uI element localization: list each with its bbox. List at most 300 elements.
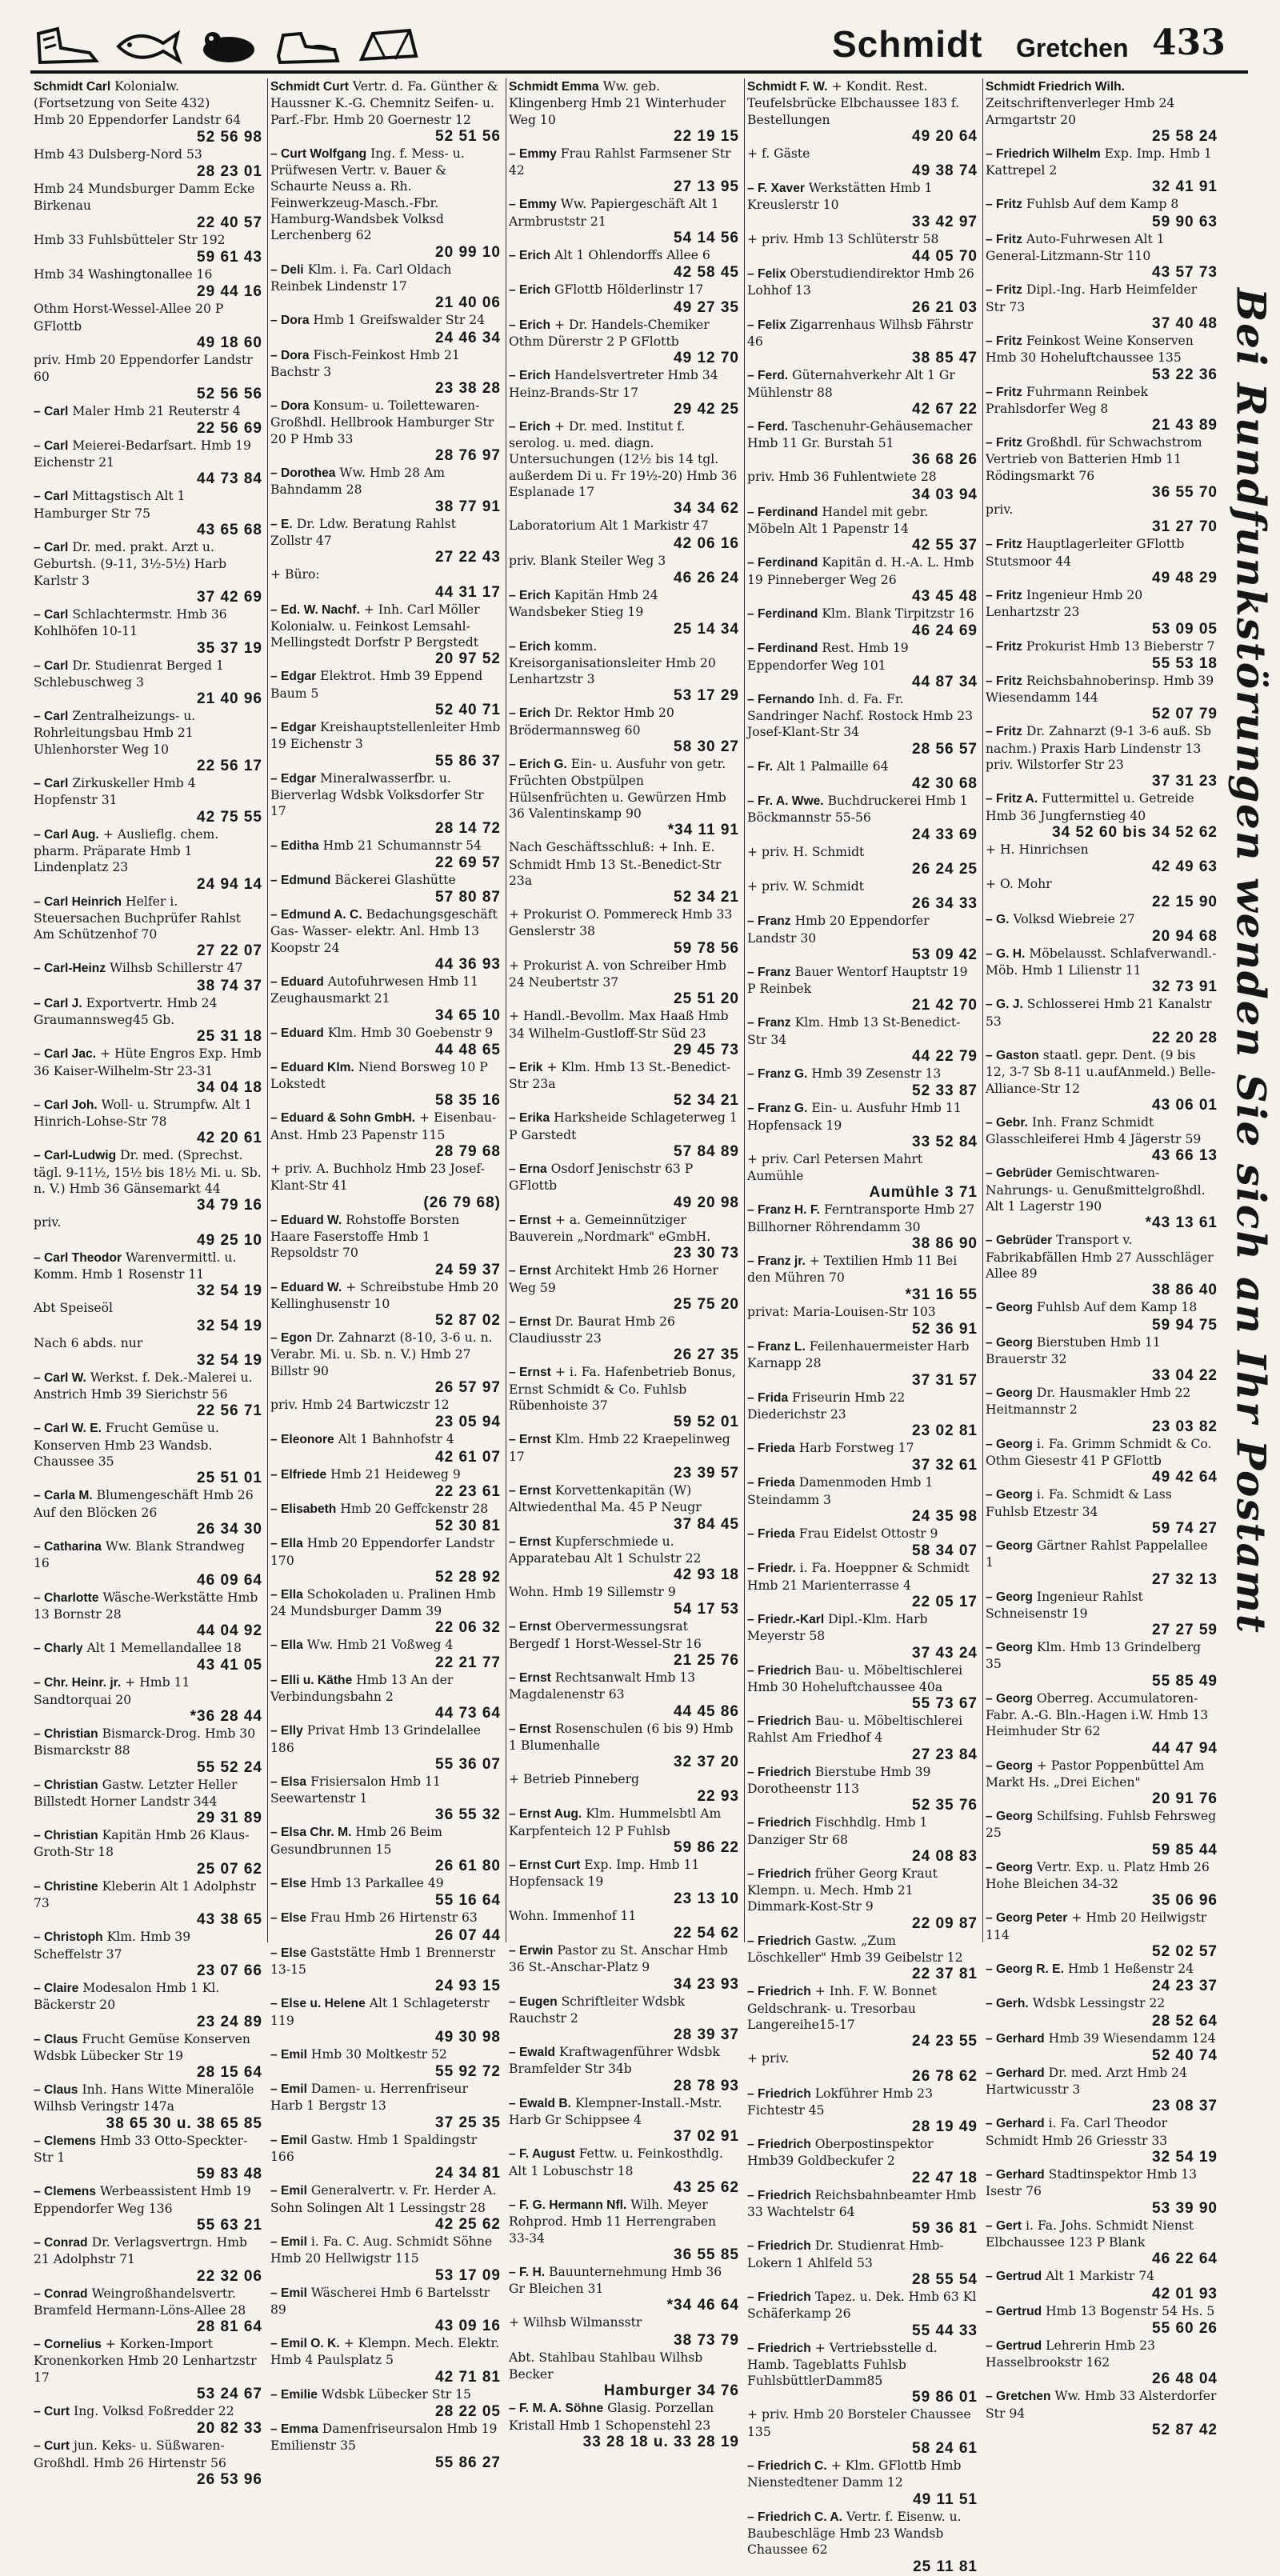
entry-phone: 55 86 27 xyxy=(435,2454,501,2471)
entry-name: – Friedrich xyxy=(747,2290,811,2304)
entry-name: – Fritz xyxy=(986,538,1022,552)
directory-entry xyxy=(982,282,1222,333)
entry-name: – Editha xyxy=(270,838,319,853)
entry-description: i. Fa. Grimm Schmidt & Co. Othm Giesestr 41 P GFlottb xyxy=(986,1436,1212,1469)
entry-phone: 26 07 44 xyxy=(435,1926,501,1944)
directory-entry xyxy=(30,78,267,112)
entry-phone: 52 40 71 xyxy=(435,702,501,719)
entry-text xyxy=(986,1047,1218,1097)
entry-text xyxy=(270,2335,501,2369)
fish-icon xyxy=(114,24,182,67)
entry-text xyxy=(270,2081,501,2114)
directory-entry xyxy=(744,266,982,317)
entry-phone: 29 42 25 xyxy=(674,400,739,418)
entry-description: Schlachtermstr. Hmb 36 Kohlhöfen 10-11 xyxy=(34,606,227,639)
entry-description: Dipl.-Klm. Harb Meyerstr 58 xyxy=(747,1611,928,1644)
entry-text xyxy=(34,658,262,691)
entry-phone: 58 30 27 xyxy=(674,738,739,756)
entry-name: – Edgar xyxy=(270,721,317,735)
directory-entry xyxy=(30,488,267,539)
directory-entry xyxy=(744,1151,982,1202)
entry-description: Blumengeschäft Hmb 26 Auf den Blöcken 26 xyxy=(34,1488,254,1520)
entry-text xyxy=(34,2403,262,2420)
entry-phone: 22 93 xyxy=(697,1788,739,1806)
entry-phone: 38 74 37 xyxy=(197,977,262,994)
directory-entry xyxy=(30,539,267,606)
entry-phone: 37 32 61 xyxy=(912,1457,978,1474)
entry-phone: 23 05 94 xyxy=(435,1414,501,1431)
entry-name: – Eduard W. xyxy=(270,1280,342,1294)
entry-phone: 38 77 91 xyxy=(435,498,501,515)
directory-entry xyxy=(744,1933,982,1984)
entry-description: + Hüte Engros Exp. Hmb 36 Kaiser-Wilhelm-Str 23-31 xyxy=(34,1046,262,1078)
directory-entry xyxy=(982,1859,1222,1910)
directory-entry xyxy=(30,2031,267,2082)
entry-text xyxy=(986,842,1218,858)
entry-description: Harb Forstweg 17 xyxy=(798,1441,914,1456)
entry-text xyxy=(986,1538,1218,1571)
entry-name: – Franz xyxy=(747,965,791,979)
entry-name: – Friedrich C. xyxy=(747,2459,827,2474)
entry-description: Kreishauptstellenleiter Hmb 19 Eichenstr 3 xyxy=(270,720,501,752)
entry-text xyxy=(986,1165,1218,1214)
entry-name: – Carl xyxy=(34,541,69,555)
entry-name: – Erika xyxy=(509,1111,550,1126)
entry-text xyxy=(509,2146,739,2179)
entry-name: – Carl xyxy=(34,490,69,504)
entry-description: + Wilhsb Wilmansstr xyxy=(509,2315,642,2330)
entry-description: Wdsbk Lessingstr 22 xyxy=(1032,1996,1166,2011)
entry-phone: 55 53 18 xyxy=(1152,654,1218,672)
entry-name: – Carl Joh. xyxy=(34,1098,98,1112)
entry-phone: 23 39 57 xyxy=(674,1464,739,1482)
directory-entry xyxy=(267,262,506,313)
entry-description: i. Fa. Schmidt & Lass Fuhlsb Etzestr 34 xyxy=(986,1487,1172,1519)
entry-text xyxy=(747,1764,978,1798)
entry-name: – Franz H. F. xyxy=(747,1203,820,1218)
entry-name: – Ernst xyxy=(509,1314,551,1329)
entry-description: Generalvertr. v. Fr. Herder A. Sohn Solingen Alt 1 Lessingstr 28 xyxy=(270,2183,497,2215)
entry-phone: *43 13 61 xyxy=(1145,1214,1218,1232)
entry-name: – Emilie xyxy=(270,2387,318,2402)
entry-text xyxy=(34,1370,262,1403)
directory-entry xyxy=(982,673,1222,724)
directory-entry xyxy=(267,1025,506,1059)
entry-phone: 34 23 93 xyxy=(674,1975,739,1993)
entry-text xyxy=(747,964,978,998)
directory-entry xyxy=(30,1726,267,1777)
entry-name: – Else xyxy=(270,1911,307,1926)
entry-name: – G. H. xyxy=(986,946,1026,961)
entry-phone: 23 30 73 xyxy=(674,1245,739,1262)
entry-phone: 42 01 93 xyxy=(1152,2285,1218,2302)
entry-description: Klm. i. Fa. Carl Oldach Reinbek Lindenstr 17 xyxy=(270,262,452,294)
entry-text xyxy=(747,266,978,299)
directory-entry xyxy=(30,1097,267,1148)
entry-text xyxy=(986,946,1218,979)
entry-text xyxy=(270,1945,501,1978)
directory-entry xyxy=(744,2187,982,2238)
directory-entry xyxy=(267,516,506,567)
entry-text xyxy=(34,1777,262,1810)
directory-entry xyxy=(982,231,1222,282)
entry-name: – Friedrich xyxy=(747,1866,811,1881)
directory-entry xyxy=(267,1330,506,1397)
entry-text xyxy=(34,1674,262,1708)
entry-description: Hmb 13 Parkallee 49 xyxy=(310,1876,444,1891)
entry-text xyxy=(270,2234,501,2267)
entry-description: Damenfriseursalon Hmb 19 Emilienstr 35 xyxy=(270,2422,498,2454)
entry-phone: 52 40 74 xyxy=(1152,2046,1218,2064)
directory-entry xyxy=(982,78,1222,146)
directory-entry xyxy=(267,1824,506,1875)
entry-text xyxy=(986,78,1218,128)
directory-entry xyxy=(30,775,267,826)
entry-phone: 24 94 14 xyxy=(197,875,262,893)
entry-text xyxy=(747,469,978,486)
entry-text xyxy=(270,1722,501,1756)
entry-name: – Georg R. E. xyxy=(986,1962,1064,1976)
entry-text xyxy=(34,894,262,943)
entry-description: Feinkost Weine Konserven Hmb 30 Hoheluftchaussee 135 xyxy=(986,333,1194,366)
entry-name: – Edgar xyxy=(270,771,317,786)
entry-description: Vertr. Exp. u. Platz Hmb 26 Hohe Bleichen 34-32 xyxy=(986,1859,1210,1892)
entry-name: – Franz G. xyxy=(747,1102,808,1116)
entry-description: Laboratorium Alt 1 Markistr 47 xyxy=(509,518,709,534)
entry-phone: 52 51 56 xyxy=(435,127,501,145)
entry-phone: 59 36 81 xyxy=(912,2220,978,2238)
entry-text xyxy=(34,438,262,471)
directory-entry xyxy=(744,418,982,470)
directory-entry xyxy=(267,2335,506,2386)
entry-phone: 28 14 72 xyxy=(435,819,501,837)
entry-description: Inh. d. Fa. Fr. Sandringer Nachf. Rostock Hmb 23 Josef-Klant-Str 34 xyxy=(747,691,974,740)
entry-description: Hmb 21 Schumannstr 54 xyxy=(322,838,482,853)
entry-name: – Eduard xyxy=(270,974,324,989)
entry-text xyxy=(747,640,978,674)
entry-description: Rosenschulen (6 bis 9) Hmb 1 Blumenhalle xyxy=(509,1721,734,1753)
entry-description: + priv. Hmb 13 Schlüterstr 58 xyxy=(747,231,939,246)
entry-description: Wohn. Hmb 19 Sillemstr 9 xyxy=(509,1585,676,1600)
cube-icon xyxy=(354,24,422,67)
entry-phone: 43 66 13 xyxy=(1152,1147,1218,1165)
entry-phone: 27 13 95 xyxy=(674,178,739,196)
directory-entry xyxy=(267,312,506,346)
entry-text xyxy=(509,2197,739,2246)
entry-description: Frau Rahlst Farmsener Str 42 xyxy=(509,146,731,178)
page-number: 433 xyxy=(1152,22,1226,63)
entry-text xyxy=(986,231,1218,265)
entry-phone: 23 02 81 xyxy=(912,1422,978,1440)
entry-phone: 24 23 37 xyxy=(1152,1978,1218,1995)
directory-entry xyxy=(30,1370,267,1421)
entry-description: Klm. Hmb 22 Kraepelinweg 17 xyxy=(509,1432,730,1464)
entry-phone: 25 51 20 xyxy=(674,990,739,1008)
entry-name: – Friedrich xyxy=(747,2239,811,2254)
entry-description: + Textilien Hmb 11 Bei den Mühren 70 xyxy=(747,1254,958,1286)
entry-text xyxy=(509,1771,739,1788)
entry-phone: 49 27 35 xyxy=(674,298,739,316)
entry-name: – Eduard & Sohn GmbH. xyxy=(270,1111,416,1126)
directory-entry xyxy=(30,658,267,709)
entry-text xyxy=(34,112,262,129)
entry-description: komm. Kreisorganisationsleiter Hmb 20 Lenhartzstr 3 xyxy=(509,638,716,687)
entry-name: – Carl xyxy=(34,777,69,791)
entry-description: Klm. Hmb 39 Scheffelstr 37 xyxy=(34,1930,191,1962)
directory-entry xyxy=(744,1304,982,1338)
entry-name: – Elsa Chr. M. xyxy=(270,1826,352,1840)
entry-description: + Hmb 20 Heilwigstr 114 xyxy=(986,1910,1207,1942)
entry-phone: 25 58 24 xyxy=(1152,127,1218,145)
entry-description: + Handl.-Bevollm. Max Haaß Hmb 34 Wilhelm-Gustloff-Str Süd 23 xyxy=(509,1009,729,1041)
directory-entry xyxy=(506,282,744,316)
entry-description: Hmb 20 Geffckenstr 28 xyxy=(340,1501,489,1516)
entry-name: – Ferdinand xyxy=(747,556,818,570)
entry-text xyxy=(747,2509,978,2558)
entry-description: + Schreibstube Hmb 20 Kellinghusenstr 10 xyxy=(270,1279,498,1311)
entry-description: i. Fa. C. Aug. Schmidt Söhne Hmb 20 Hellwigstr 115 xyxy=(270,2234,493,2266)
directory-entry xyxy=(30,403,267,438)
directory-entry xyxy=(30,266,267,301)
entry-description: Dr. Zahnarzt (8-10, 3-6 u. n. Verabr. Mi. u. Sb. n. V.) Hmb 27 Billstr 90 xyxy=(270,1330,493,1378)
entry-phone: 28 22 05 xyxy=(435,2403,501,2421)
entry-phone: 44 73 84 xyxy=(197,470,262,488)
directory-entry xyxy=(267,1501,506,1535)
entry-text xyxy=(509,705,739,738)
entry-description: + Klm. Hmb 13 St.-Benedict-Str 23a xyxy=(509,1059,731,1092)
directory-entry xyxy=(30,1214,267,1249)
entry-phone: 49 11 51 xyxy=(913,2490,978,2508)
entry-phone: 59 52 01 xyxy=(674,1414,739,1431)
entry-text xyxy=(747,878,978,895)
entry-description: + Auslieflg. chem. pharm. Präparate Hmb 1 Lindenplatz 23 xyxy=(34,826,219,875)
entry-phone: 34 52 60 bis 34 52 62 xyxy=(1052,823,1218,841)
entry-name: – Carl Aug. xyxy=(34,827,99,842)
entry-text xyxy=(747,606,978,622)
entry-phone: 24 23 55 xyxy=(912,2033,978,2050)
entry-phone: 26 34 33 xyxy=(912,895,978,913)
entry-text xyxy=(747,180,978,214)
entry-name: – Georg xyxy=(986,1860,1033,1874)
entry-description: Inh. Hans Witte Mineralöle Wilhsb Veringstr 147a xyxy=(34,2082,254,2114)
entry-phone: 52 30 81 xyxy=(435,1518,501,1535)
entry-phone: *34 11 91 xyxy=(667,822,739,839)
directory-entry xyxy=(30,438,267,489)
entry-phone: 52 87 02 xyxy=(435,1312,501,1330)
entry-text xyxy=(747,1100,978,1134)
entry-text xyxy=(270,465,501,498)
directory-entry xyxy=(982,2030,1222,2065)
entry-text xyxy=(509,839,739,889)
entry-phone: 26 78 62 xyxy=(912,2067,978,2085)
entry-phone: 20 82 33 xyxy=(197,2420,262,2438)
directory-entry xyxy=(744,1202,982,1253)
entry-description: Bierstuben Hmb 11 Brauerstr 32 xyxy=(986,1334,1161,1366)
entry-description: priv. xyxy=(986,502,1014,518)
entry-description: priv. Hmb 20 Eppendorfer Landstr 60 xyxy=(34,352,253,385)
entry-name: – Carl xyxy=(34,658,69,673)
directory-entry xyxy=(30,146,267,181)
entry-description: Lehrerin Hmb 23 Hasselbrookstr 162 xyxy=(986,2338,1156,2370)
entry-text xyxy=(270,2285,501,2318)
entry-phone: 42 93 18 xyxy=(674,1566,739,1584)
entry-name: – Erich xyxy=(509,419,551,434)
entry-name: – Friedrich xyxy=(747,2188,811,2202)
entry-text xyxy=(34,1538,262,1572)
entry-name: – Carla M. xyxy=(34,1489,93,1503)
entry-description: Klm. Blank Tirpitzstr 16 xyxy=(822,606,974,621)
entry-description: Auto-Fuhrwesen Alt 1 General-Litzmann-Str 110 xyxy=(986,231,1165,264)
entry-phone: 49 42 64 xyxy=(1152,1469,1218,1486)
entry-name: – Ernst xyxy=(509,1483,551,1498)
directory-entry xyxy=(982,1961,1222,1995)
entry-name: – Ferdinand xyxy=(747,606,818,621)
directory-entry xyxy=(982,1538,1222,1589)
entry-text xyxy=(270,1672,501,1706)
directory-entry xyxy=(506,78,744,146)
directory-entry xyxy=(30,1827,267,1878)
entry-text xyxy=(270,1910,501,1926)
directory-entry xyxy=(744,640,982,691)
entry-name: – Ernst xyxy=(509,1722,551,1736)
entry-name: Schmidt Curt xyxy=(270,80,349,94)
entry-text xyxy=(34,181,262,214)
entry-description: Abt. Stahlbau Stahlbau Wilhsb Becker xyxy=(509,2350,703,2382)
entry-name: – Carl-Ludwig xyxy=(34,1149,117,1163)
entry-name: – Carl-Heinz xyxy=(34,962,106,976)
directory-entry xyxy=(982,1436,1222,1487)
directory-entry xyxy=(267,1212,506,1279)
entry-name: – Erich xyxy=(509,283,551,298)
entry-description: Oberreg. Accumulatoren-Fabr. A.-G. Bln.-Hagen i.W. Hmb 13 Heimhuder Str 62 xyxy=(986,1690,1209,1739)
directory-entry xyxy=(744,180,982,231)
entry-text xyxy=(270,2421,501,2454)
entry-phone: (26 79 68) xyxy=(423,1194,501,1211)
directory-entry xyxy=(744,1100,982,1151)
entry-phone: 29 45 73 xyxy=(674,1041,739,1058)
entry-name: – Fr. xyxy=(747,759,774,774)
directory-entry xyxy=(506,1584,744,1618)
entry-phone: 59 61 43 xyxy=(197,249,262,266)
directory-entry xyxy=(30,1250,267,1301)
entry-text xyxy=(986,1690,1218,1740)
entry-text xyxy=(509,1314,739,1347)
entry-phone: 59 74 27 xyxy=(1152,1519,1218,1537)
entry-phone: 43 41 05 xyxy=(197,1657,262,1674)
entry-description: Ing. f. Mess- u. Prüfwesen Vertr. v. Bauer & Schaurte Neuss a. Rh. Feinwerkzeug-Masch.-Fbr. Hamburg-Wandsbek Volksd Lerchenberg 62 xyxy=(270,146,465,243)
entry-name: – Eduard W. xyxy=(270,1213,342,1227)
entry-phone: 46 24 69 xyxy=(912,622,978,640)
entry-text xyxy=(34,2286,262,2319)
entry-text xyxy=(747,2050,978,2067)
directory-entry xyxy=(267,146,506,262)
column-5 xyxy=(982,78,1222,2439)
entry-phone: 25 07 62 xyxy=(197,1860,262,1878)
directory-entry xyxy=(506,1008,744,1059)
entry-name: – Charlotte xyxy=(34,1590,99,1605)
advertiser-logos xyxy=(34,24,422,67)
entry-phone: 37 02 91 xyxy=(674,2128,739,2146)
entry-text xyxy=(509,247,739,264)
sidebar-slogan: Bei Rundfunkstörungen wenden Sie sich an Ihr Postamt xyxy=(1227,288,1275,1635)
entry-description: Ww. Hmb 33 Alsterdorfer Str 94 xyxy=(986,2389,1217,2421)
entry-text xyxy=(747,691,978,741)
entry-phone: 43 57 73 xyxy=(1152,264,1218,282)
entry-name: – Dora xyxy=(270,348,310,362)
entry-text xyxy=(986,911,1218,928)
entry-phone: 59 83 48 xyxy=(197,2166,262,2183)
entry-description: Fettw. u. Feinkosthdlg. Alt 1 Lobuschstr 18 xyxy=(509,2146,723,2178)
entry-description: Inh. Franz Schmidt Glasschleiferei Hmb 4 Jägerstr 59 xyxy=(986,1114,1202,1147)
directory-entry xyxy=(267,1466,506,1501)
entry-description: staatl. gepr. Dent. (9 bis 12, 3-7 Sb 8-11 u.aufAnmeld.) Belle-Alliance-Str 12 xyxy=(986,1047,1215,1096)
entry-text xyxy=(509,1110,739,1143)
entry-name: – Erich xyxy=(509,249,551,263)
entry-phone: Hamburger 34 76 xyxy=(603,2382,739,2400)
entry-description: Schlosserei Hmb 21 Kanalstr 53 xyxy=(986,997,1212,1029)
directory-entry xyxy=(506,2264,744,2315)
entry-phone: 29 31 89 xyxy=(197,1810,262,1827)
entry-text xyxy=(34,1250,262,1283)
entry-name: – Ernst xyxy=(509,1671,551,1685)
directory-entry xyxy=(30,1420,267,1487)
entry-phone: 26 34 30 xyxy=(197,1520,262,1538)
entry-description: Bäckerei Glashütte xyxy=(334,872,456,887)
entry-name: – Carl J. xyxy=(34,996,82,1010)
entry-text xyxy=(509,1670,739,1703)
entry-text xyxy=(34,232,262,249)
entry-name: – Erich xyxy=(509,369,551,383)
directory-entry xyxy=(506,705,744,756)
entry-text xyxy=(747,2340,978,2390)
entry-text xyxy=(270,974,501,1007)
entry-phone: 27 22 07 xyxy=(197,942,262,960)
entry-description: Prokurist Hmb 13 Bieberstr 7 xyxy=(1026,638,1215,654)
directory-entry xyxy=(267,1110,506,1161)
entry-phone: 43 45 48 xyxy=(912,587,978,605)
entry-description: Kolonialw. (Fortsetzung von Seite 432) xyxy=(34,79,210,111)
entry-description: Exportvertr. Hmb 24 Graumannsweg45 Gb. xyxy=(34,995,218,1027)
entry-description: Oberpostinspektor Hmb39 Goldbeckufer 2 xyxy=(747,2137,934,2169)
entry-description: Dr. med. (Sprechst. tägl. 9-11½, 15½ bis 18½ Mi. u. Sb. n. V.) Hmb 36 Gänsemarkt 44 xyxy=(34,1148,262,1197)
entry-name: – Carl xyxy=(34,710,69,724)
entry-phone: 59 94 75 xyxy=(1152,1316,1218,1334)
entry-description: Frucht Gemüse u. Konserven Hmb 23 Wandsb. Chaussee 35 xyxy=(34,1421,219,1470)
entry-phone: 25 51 01 xyxy=(197,1470,262,1487)
entry-phone: 44 05 70 xyxy=(912,248,978,266)
entry-description: Mittagstisch Alt 1 Hamburger Str 75 xyxy=(34,489,186,521)
entry-text xyxy=(509,518,739,534)
entry-phone: 22 37 81 xyxy=(912,1966,978,1983)
entry-description: + Vertriebsstelle d. Hamb. Tageblatts Fuhlsb FuhlsbüttlerDamm85 xyxy=(747,2340,938,2389)
entry-description: Großhdl. für Schwachstrom Vertrieb von Batterien Hmb 11 Rödingsmarkt 76 xyxy=(986,435,1202,483)
entry-text xyxy=(34,1878,262,1912)
entry-text xyxy=(270,1025,501,1042)
entry-text xyxy=(509,756,739,822)
directory-entry xyxy=(506,906,744,958)
entry-text xyxy=(986,1589,1218,1622)
entry-text xyxy=(986,2166,1218,2200)
entry-name: – Emil O. K. xyxy=(270,2337,340,2351)
entry-name: – Ernst xyxy=(509,1366,551,1380)
entry-phone: 55 85 49 xyxy=(1152,1672,1218,1690)
entry-phone: 21 42 70 xyxy=(912,997,978,1014)
entry-description: + Eisenbau-Anst. Hmb 23 Papenstr 115 xyxy=(270,1110,497,1142)
entry-description: Damen- u. Herrenfriseur Harb 1 Bergstr 13 xyxy=(270,2082,468,2114)
directory-entry xyxy=(744,2509,982,2576)
entry-phone: 44 73 64 xyxy=(435,1705,501,1722)
entry-name: – Claus xyxy=(34,2032,78,2046)
